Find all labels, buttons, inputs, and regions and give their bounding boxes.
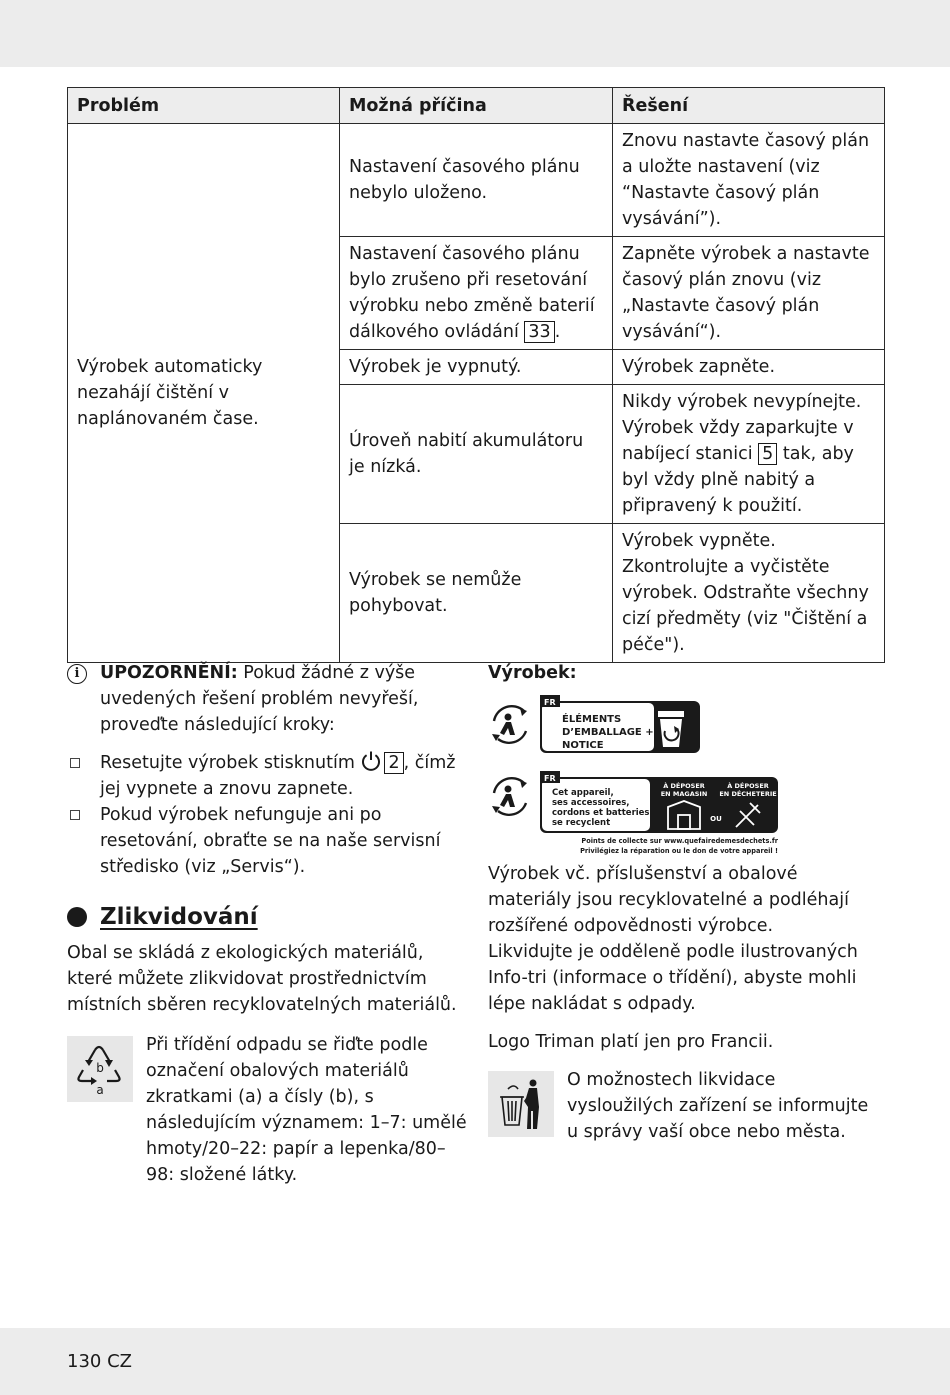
step-text: Pokud výrobek nefunguje ani po resetování, obraťte se na naše servisní středisko (viz „Servis“). — [100, 805, 441, 877]
header-solution: Řešení — [613, 88, 885, 124]
note — [67, 660, 467, 738]
solution-cell — [613, 385, 885, 524]
waste-bin-icon — [488, 1071, 554, 1137]
cause-cell — [340, 237, 613, 350]
header-cause: Možná příčina — [340, 88, 613, 124]
reference-number: 2 — [384, 752, 403, 774]
logo-line: EN MAGASIN — [660, 790, 708, 798]
recycling-symbol-icon — [67, 1036, 133, 1102]
header-problem: Problém — [68, 88, 340, 124]
section-heading — [67, 900, 467, 934]
solution-text: Nikdy výrobek nevypínejte. Výrobek vždy zaparkujte v nabíjecí stanici — [622, 392, 862, 464]
product-text: Výrobek vč. příslušenství a obalové materiály jsou recyklovatelné a podléhají rozšířené odpovědnosti výrobce. — [488, 864, 849, 936]
bin-block — [488, 1067, 884, 1145]
cause-cell: Úroveň nabití akumulátoru je nízká. — [340, 385, 613, 524]
solution-cell: Výrobek zapněte. — [613, 350, 885, 385]
logo-line: D’EMBALLAGE + — [562, 727, 654, 738]
recycle-block — [67, 1032, 467, 1188]
solution-cell: Znovu nastavte časový plán a uložte nastavení (viz “Nastavte časový plán vysávání”). — [613, 124, 885, 237]
table-row — [68, 124, 885, 237]
logo-line: À DÉPOSER — [727, 782, 769, 790]
disposal-intro: Obal se skládá z ekologických materiálů, které můžete zlikvidovat prostřednictvím místních sběren recyklovatelných materiálů. — [67, 943, 457, 1015]
bullet-icon — [67, 907, 87, 927]
logo-fr-tag: FR — [544, 774, 556, 783]
problem-cell: Výrobek automaticky nezahájí čištění v naplánovaném čase. — [68, 124, 340, 663]
logo-fr-tag: FR — [544, 698, 556, 707]
recycling-triangle-icon — [67, 1036, 133, 1102]
logo-line: EN DÉCHETERIE — [719, 790, 777, 798]
logo-line: ses accessoires, — [552, 798, 630, 808]
step-text-end: , čímž jej vypnete a znovu zapnete. — [100, 753, 456, 799]
solution-cell: Výrobek vypněte. Zkontrolujte a vyčistěte výrobek. Odstraňte všechny cizí předměty (viz "Čištění a péče"). — [613, 524, 885, 663]
cause-cell: Výrobek je vypnutý. — [340, 350, 613, 385]
bin-text: O možnostech likvidace vysloužilých zařízení se informujte u správy vaší obce nebo města. — [567, 1070, 869, 1142]
note-text: Pokud žádné z výše uvedených řešení problém nevyřeší, proveďte následující kroky: — [100, 663, 419, 735]
reference-number: 33 — [524, 321, 554, 343]
logo-line: cordons et batteries — [552, 808, 650, 818]
recycle-text: Při třídění odpadu se řiďte podle označení obalových materiálů zkratkami (a) a čísly (b), s následujícím významem: 1–7: umělé hmoty/20–22: papír a lepenka/80–98: složené látky. — [146, 1035, 467, 1185]
logo-line: NOTICE — [562, 740, 604, 751]
logo-line: Cet appareil, — [552, 788, 614, 798]
table-header-row — [68, 88, 885, 124]
triman-note: Logo Triman platí jen pro Francii. — [488, 1032, 774, 1052]
cause-cell: Výrobek se nemůže pohybovat. — [340, 524, 613, 663]
step-text: Resetujte výrobek stisknutím — [100, 753, 361, 773]
triman-packaging-icon — [488, 695, 703, 757]
logo-repair-text: Privilégiez la réparation ou le don de votre appareil ! — [580, 847, 778, 855]
left-column — [67, 660, 467, 1188]
recycle-code-b: b — [96, 1061, 104, 1075]
product-text: Likvidujte je odděleně podle ilustrovaných Info-tri (informace o třídění), abyste mohli lépe nakládat s odpady. — [488, 942, 858, 1014]
triman-packaging-logo — [488, 695, 884, 757]
recycle-code-a: a — [96, 1083, 104, 1097]
heading-text: Zlikvidování — [100, 904, 258, 930]
reference-number: 5 — [758, 443, 777, 465]
logo-line: ÉLÉMENTS — [562, 714, 622, 725]
solution-cell: Zapněte výrobek a nastavte časový plán znovu (viz „Nastavte časový plán vysávání“). — [613, 237, 885, 350]
list-item — [67, 802, 467, 880]
crossed-bin-figure-icon — [488, 1071, 554, 1137]
triman-device-logo — [488, 771, 884, 857]
right-column — [488, 660, 884, 1145]
troubleshooting-table — [67, 87, 885, 663]
product-heading: Výrobek: — [488, 663, 577, 683]
logo-or: OU — [710, 815, 722, 823]
logo-collect-text: Points de collecte sur www.quefairedemesdechets.fr — [581, 837, 778, 845]
list-item — [67, 750, 467, 802]
page-number: 130 CZ — [67, 1351, 132, 1372]
cause-text: Nastavení časového plánu bylo zrušeno při resetování výrobku nebo změně baterií dálkového ovládání — [349, 244, 595, 342]
logo-line: se recyclent — [552, 818, 611, 828]
bottom-band — [0, 1328, 950, 1395]
power-icon — [360, 750, 382, 772]
info-icon: i — [67, 664, 87, 684]
cause-text-end: . — [554, 322, 561, 342]
solution-text-end: tak, aby byl vždy plně nabitý a připravený k použití. — [622, 444, 854, 516]
cause-cell: Nastavení časového plánu nebylo uloženo. — [340, 124, 613, 237]
logo-line: À DÉPOSER — [663, 782, 705, 790]
checkbox-icon — [70, 810, 80, 820]
top-band — [0, 0, 950, 67]
checkbox-icon — [70, 758, 80, 768]
note-label: UPOZORNĚNÍ: — [100, 663, 238, 683]
steps-list — [67, 750, 467, 880]
triman-device-icon — [488, 771, 788, 857]
